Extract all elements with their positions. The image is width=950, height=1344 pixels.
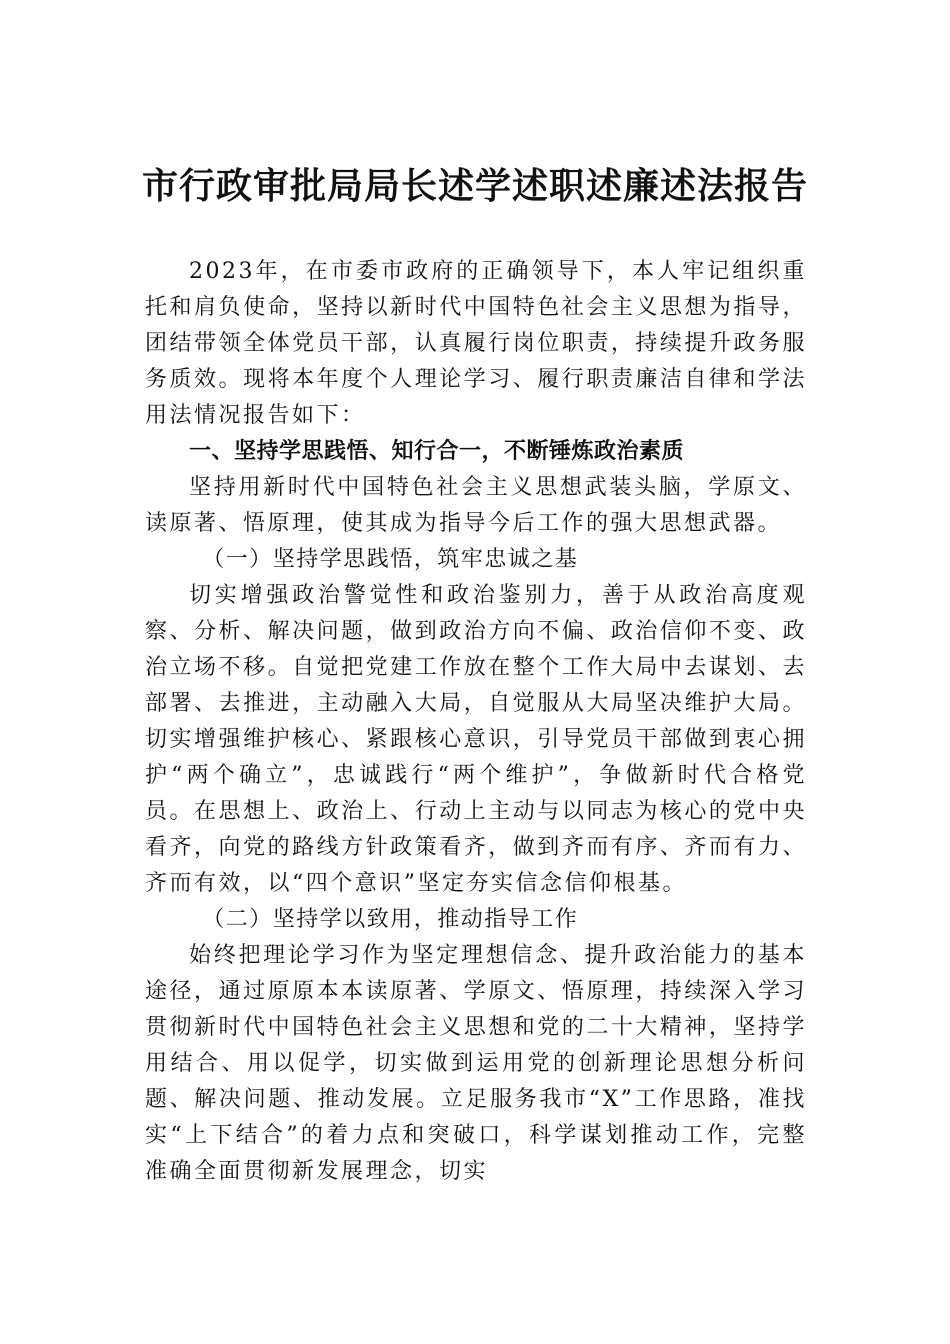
subsection-heading-1: （一）坚持学思践悟，筑牢忠诚之基 bbox=[202, 547, 579, 572]
document-title: 市行政审批局局长述学述职述廉述法报告 bbox=[141, 165, 808, 207]
section-heading-1: 一、坚持学思践悟、知行合一，不断锤炼政治素质 bbox=[189, 439, 685, 464]
subsection-2-paragraph: 始终把理论学习作为坚定理想信念、提升政治能力的基本途径，通过原原本本读原著、学原文、悟原理，持续深入学习贯彻新时代中国特色社会主义思想和党的二十大精神，坚持学用结合、用以促学，切实做到运用党的创新理论思想分析问题、解决问题、推动发展。立足服务我市“X”工作思路，准找实“上下结合”的着力点和突破口，科学谋划推动工作，完整准确全面贯彻新发展理念，切实 bbox=[145, 943, 807, 1184]
intro-paragraph: 2023年，在市委市政府的正确领导下，本人牢记组织重托和肩负使命，坚持以新时代中国特色社会主义思想为指导，团结带领全体党员干部，认真履行岗位职责，持续提升政务服务质效。现将本年度个人理论学习、履行职责廉洁自律和学法用法情况报告如下： bbox=[145, 259, 807, 428]
subsection-heading-2: （二）坚持学以致用，推动指导工作 bbox=[202, 907, 579, 932]
section-1-paragraph: 坚持用新时代中国特色社会主义思想武装头脑，学原文、读原著、悟原理，使其成为指导今后工作的强大思想武器。 bbox=[145, 475, 807, 536]
subsection-1-paragraph: 切实增强政治警觉性和政治鉴别力，善于从政治高度观察、分析、解决问题，做到政治方向不偏、政治信仰不变、政治立场不移。自觉把党建工作放在整个工作大局中去谋划、去部署、去推进，主动融入大局，自觉服从大局坚决维护大局。切实增强维护核心、紧跟核心意识，引导党员干部做到衷心拥护“两个确立”，忠诚践行“两个维护”，争做新时代合格党员。在思想上、政治上、行动上主动与以同志为核心的党中央看齐，向党的路线方针政策看齐，做到齐而有序、齐而有力、齐而有效，以“四个意识”坚定夯实信念信仰根基。 bbox=[145, 583, 807, 896]
document-body bbox=[145, 254, 807, 1190]
